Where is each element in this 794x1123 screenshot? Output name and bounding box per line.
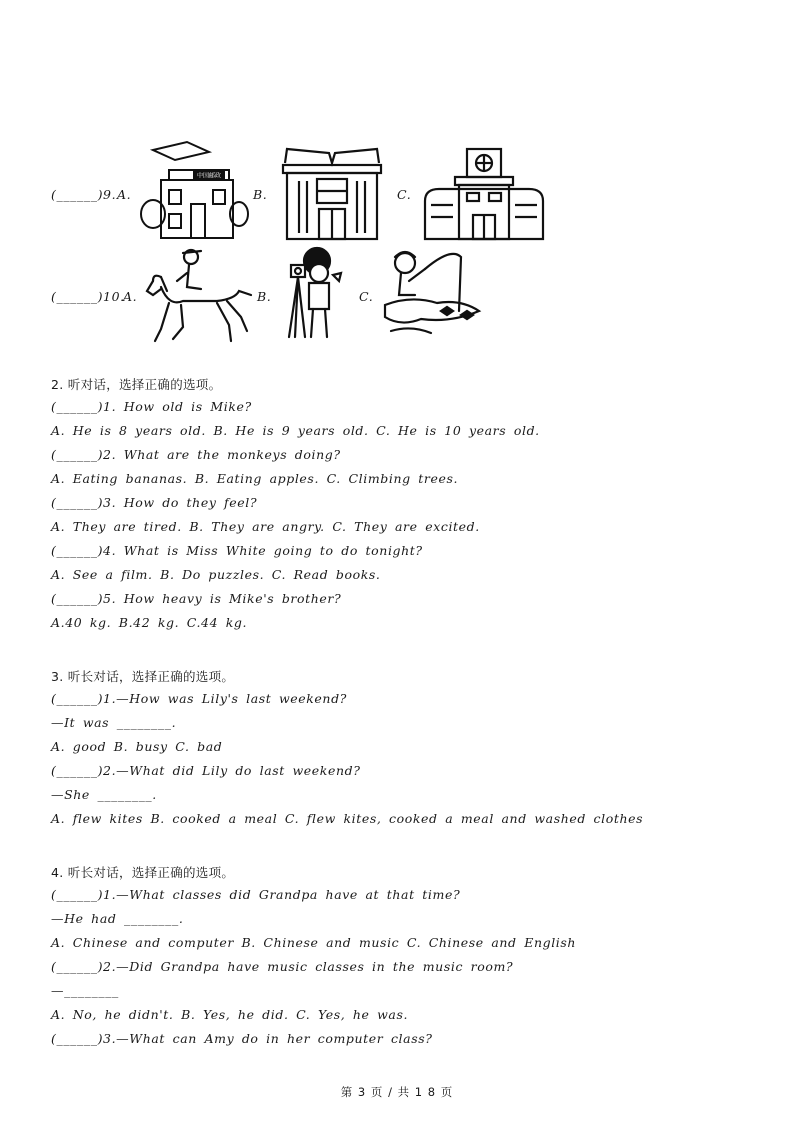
question-line: (______)1. How old is Mike? (51, 399, 252, 414)
fishing-icon (381, 247, 491, 345)
answer-line: —He had ________. (51, 911, 184, 926)
library-icon (277, 145, 387, 241)
question-line: (______)2.—Did Grandpa have music classes in the music room? (51, 959, 514, 974)
post-office-icon (139, 140, 249, 244)
question-10-row (51, 245, 571, 355)
question-line: (______)1.—How was Lily's last weekend? (51, 691, 347, 706)
question-9-prefix: (______)9. (51, 187, 117, 202)
question-line: (______)5. How heavy is Mike's brother? (51, 591, 342, 606)
answer-line: —She ________. (51, 787, 157, 802)
options-line: A. He is 8 years old. B. He is 9 years old. C. He is 10 years old. (51, 423, 540, 438)
option-b-label: B. (257, 289, 272, 304)
section-2-title: 2. 听对话，选择正确的选项。 (51, 377, 222, 392)
horse-riding-icon (143, 247, 253, 347)
question-line: (______)3.—What can Amy do in her computer class? (51, 1031, 433, 1046)
answer-line: —It was ________. (51, 715, 177, 730)
page-footer: 第 3 页 / 共 1 8 页 (340, 1085, 454, 1099)
option-c-label: C. (397, 187, 412, 202)
hospital-icon (419, 145, 549, 243)
question-10-prefix: (______)10. (51, 289, 125, 304)
options-line: A.40 kg. B.42 kg. C.44 kg. (51, 615, 248, 630)
question-line: (______)1.—What classes did Grandpa have at that time? (51, 887, 461, 902)
options-line: A. flew kites B. cooked a meal C. flew kites, cooked a meal and washed clothes (51, 811, 644, 826)
post-office-sign-text: 中国邮政 (196, 172, 222, 180)
options-line: A. See a film. B. Do puzzles. C. Read books. (51, 567, 381, 582)
question-line: (______)4. What is Miss White going to do tonight? (51, 543, 423, 558)
question-9-row (51, 140, 571, 250)
section-4-title: 4. 听长对话，选择正确的选项。 (51, 865, 235, 880)
options-line: A. No, he didn't. B. Yes, he did. C. Yes, he was. (51, 1007, 409, 1022)
option-b-label: B. (253, 187, 268, 202)
question-line: (______)3. How do they feel? (51, 495, 258, 510)
option-c-label: C. (359, 289, 374, 304)
taking-photos-icon (279, 245, 351, 345)
options-line: A. good B. busy C. bad (51, 739, 223, 754)
option-a-label: A. (117, 187, 132, 202)
answer-line: —________ (51, 983, 119, 998)
question-line: (______)2.—What did Lily do last weekend? (51, 763, 361, 778)
question-line: (______)2. What are the monkeys doing? (51, 447, 341, 462)
section-3-title: 3. 听长对话，选择正确的选项。 (51, 669, 235, 684)
options-line: A. Chinese and computer B. Chinese and music C. Chinese and English (51, 935, 577, 950)
options-line: A. They are tired. B. They are angry. C. They are excited. (51, 519, 480, 534)
options-line: A. Eating bananas. B. Eating apples. C. Climbing trees. (51, 471, 459, 486)
option-a-label: A. (123, 289, 138, 304)
